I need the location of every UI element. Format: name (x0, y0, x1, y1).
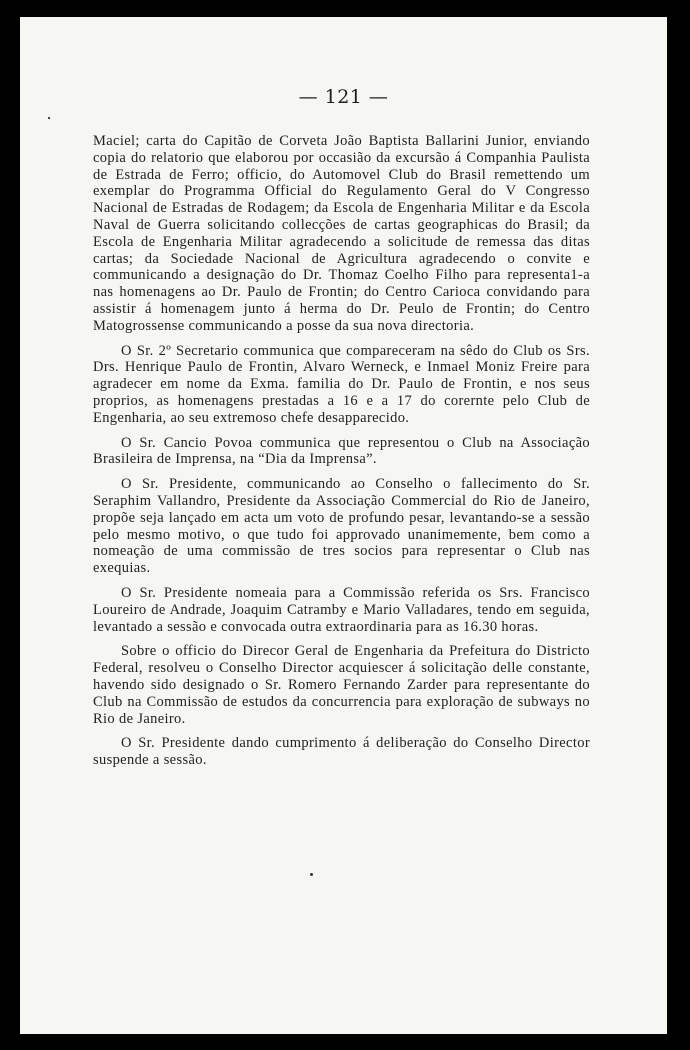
paragraph-condolence-vote: O Sr. Presidente, communicando ao Conselho o fallecimento do Sr. Seraphim Vallandro, Presidente da Associação Commercial do Rio de Janeiro, propõe seja lançado em acta um voto de profundo pesar, levantando-se a sessão pelo mesmo motivo, o que tudo foi approvado unanimemente, bem como a nomeação de uma commissão de tres socios para representar o Club nas exequias. (93, 476, 590, 577)
paragraph-correspondence: Maciel; carta do Capitão de Corveta João Baptista Ballarini Junior, enviando copia do relatorio que elaborou por occasião da excursão á Companhia Paulista de Estrada de Ferro; officio, do Automovel Club do Brasil remettendo um exemplar do Programma Official do Regulamento Geral do V Congresso Nacional de Estradas de Rodagem; da Escola de Engenharia Militar e da Escola Naval de Guerra solicitando collecções de cartas geographicas do Brasil; da Escola de Engenharia Militar agradecendo a solicitude de remessa das ditas cartas; da Sociedade Nacional de Agricultura agradecendo o convite e communicando a designação do Dr. Thomaz Coelho Filho para representa1-a nas homenagens ao Dr. Paulo de Frontin; do Centro Carioca convidando para assistir á homenagem junto á herma do Dr. Peulo de Frontin; do Centro Matogrossense communicando a posse da sua nova directoria. (93, 133, 590, 334)
paragraph-subways-commission: Sobre o officio do Direcor Geral de Engenharia da Prefeitura do Districto Federal, resolveu o Conselho Director acquiescer á solicitação delle constante, havendo sido designado o Sr. Romero Fernando Zarder para representante do Club na Commissão de estudos da concurrencia para exploração de subways no Rio de Janeiro. (93, 643, 590, 727)
page-speck (310, 873, 313, 876)
paragraph-press-day: O Sr. Cancio Povoa communica que representou o Club na Associação Brasileira de Imprensa, na “Dia da Imprensa”. (93, 434, 590, 468)
page-number: — 121 — (298, 86, 389, 108)
body-text (93, 133, 590, 777)
paragraph-secretary-report: O Sr. 2º Secretario communica que compareceram na sêdo do Club os Srs. Drs. Henrique Paulo de Frontin, Alvaro Werneck, e Inmael Moniz Freire para agradecer em nome da Exma. familia do Dr. Paulo de Frontin, e nos seus proprios, as homenagens prestadas a 16 e a 17 do corernte pelo Club de Engenharia, ao seu extremoso chefe desapparecido. (93, 342, 590, 426)
paragraph-session-closing: O Sr. Presidente dando cumprimento á deliberação do Conselho Director suspende a sessão. (93, 735, 590, 769)
margin-speck (48, 117, 50, 119)
document-page (20, 17, 667, 1034)
paragraph-commission-appointment: O Sr. Presidente nomeaia para a Commissão referida os Srs. Francisco Loureiro de Andrade, Joaquim Catramby e Mario Valladares, tendo em seguida, levantado a sessão e convocada outra extraordinaria para as 16.30 horas. (93, 584, 590, 635)
